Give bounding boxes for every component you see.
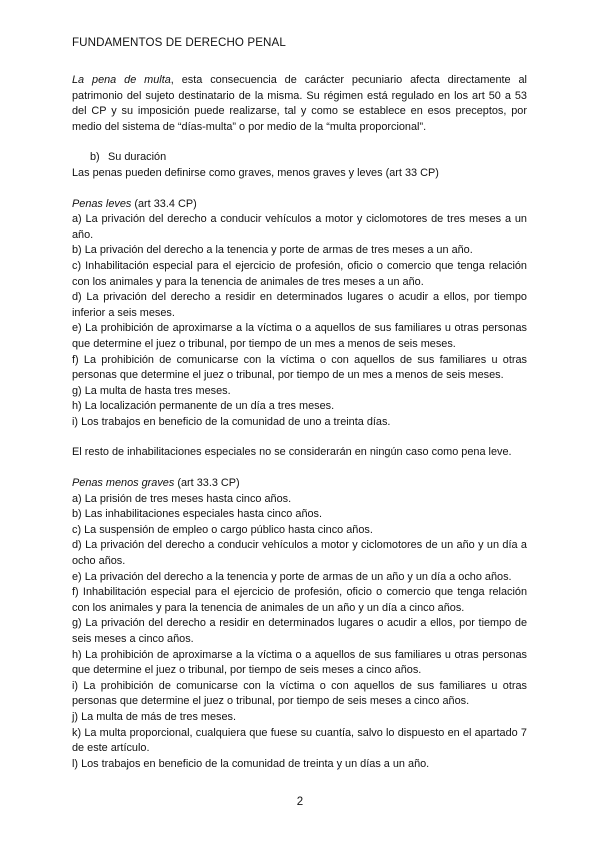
list-item: l) Los trabajos en beneficio de la comunidad de treinta y un días a un año.: [72, 757, 430, 770]
page-header: FUNDAMENTOS DE DERECHO PENAL: [72, 36, 286, 49]
page-number: 2: [296, 796, 304, 808]
list-item: i) Los trabajos en beneficio de la comunidad de uno a treinta días.: [72, 415, 391, 428]
list-item: b) La privación del derecho a la tenencia y porte de armas de tres meses a un año.: [72, 244, 473, 257]
list-item: c) La suspensión de empleo o cargo público hasta cinco años.: [72, 523, 373, 536]
penas-menos-graves-title: Penas menos graves: [72, 477, 175, 490]
list-item: a) La prisión de tres meses hasta cinco años.: [72, 492, 292, 505]
list-item: e) La prohibición de aproximarse a la víctima o a aquellos de sus familiares u otras personas que determine el juez o tribunal, por tiempo de un mes a menos de seis meses.: [72, 322, 527, 350]
list-item: f) Inhabilitación especial para el ejercicio de profesión, oficio o comercio que tenga relación con los animales y para la tenencia de animales de un año y un día a cinco años.: [72, 586, 527, 614]
penas-leves-title: Penas leves: [72, 197, 132, 210]
multa-paragraph: [72, 73, 527, 135]
multa-text: , esta consecuencia de carácter pecuniario afecta directamente al patrimonio del sujeto destinatario de la misma. Su régimen está regulado en los art 50 a 53 del CP y su imposición puede realizarse, tal y como se establece en esos preceptos, por medio del sistema de “días-multa” o por medio de la “multa proporcional”.: [72, 74, 527, 133]
list-item: i) La prohibición de comunicarse con la víctima o con aquellos de sus familiares u otras personas que determine el juez o tribunal, por tiempo de seis meses a cinco años.: [72, 679, 527, 708]
list-item: b) Las inhabilitaciones especiales hasta cinco años.: [72, 508, 323, 521]
duracion-label: b): [90, 151, 100, 164]
list-item: d) La privación del derecho a conducir vehículos a motor y ciclomotores de un año y un día a ocho años.: [72, 539, 527, 568]
list-item: e) La privación del derecho a la tenencia y porte de armas de un año y un día a ocho años.: [72, 570, 512, 583]
list-item: c) Inhabilitación especial para el ejercicio de profesión, oficio o comercio que tenga relación con los animales y para la tenencia de animales de tres meses a un año.: [72, 259, 527, 288]
list-item: f) La prohibición de comunicarse con la víctima o con aquellos de sus familiares u otras personas que determine el juez o tribunal, por tiempo de un mes a menos de seis meses.: [72, 353, 527, 382]
leves-note-section: [72, 445, 527, 461]
duracion-title: Su duración: [108, 151, 167, 164]
leves-note: El resto de inhabilitaciones especiales no se considerarán en ningún caso como pena leve.: [72, 446, 512, 459]
multa-term: La pena de multa: [72, 74, 171, 86]
list-item: h) La prohibición de aproximarse a la víctima o a aquellos de sus familiares u otras personas que determine el juez o tribunal, por tiempo de seis meses a cinco años.: [72, 648, 527, 677]
penas-leves-heading: [72, 197, 527, 213]
list-item: a) La privación del derecho a conducir vehículos a motor y ciclomotores de tres meses a un año.: [72, 213, 527, 241]
document-page: [72, 36, 527, 772]
list-item: d) La privación del derecho a residir en determinados lugares o acudir a ellos, por tiempo inferior a seis meses.: [72, 291, 527, 319]
list-item: k) La multa proporcional, cualquiera que fuese su cuantía, salvo lo dispuesto en el apartado 7 de este artículo.: [72, 726, 527, 755]
list-item: j) La multa de más de tres meses.: [72, 710, 237, 723]
duracion-section: [72, 150, 527, 181]
list-item: g) La multa de hasta tres meses.: [72, 384, 231, 397]
list-item: h) La localización permanente de un día a tres meses.: [72, 400, 335, 413]
list-item: g) La privación del derecho a residir en determinados lugares o acudir a ellos, por tiempo de seis meses a cinco años.: [72, 617, 527, 645]
penas-menos-graves-ref: (art 33.3 CP): [174, 477, 240, 490]
multa-section: [72, 73, 527, 135]
penas-menos-graves-heading: [72, 476, 527, 492]
penas-leves-ref: (art 33.4 CP): [131, 197, 197, 210]
penas-menos-graves-section: [72, 476, 527, 772]
duracion-intro: Las penas pueden definirse como graves, menos graves y leves (art 33 CP): [72, 166, 439, 179]
duracion-heading: [72, 150, 527, 166]
penas-leves-section: [72, 197, 527, 431]
